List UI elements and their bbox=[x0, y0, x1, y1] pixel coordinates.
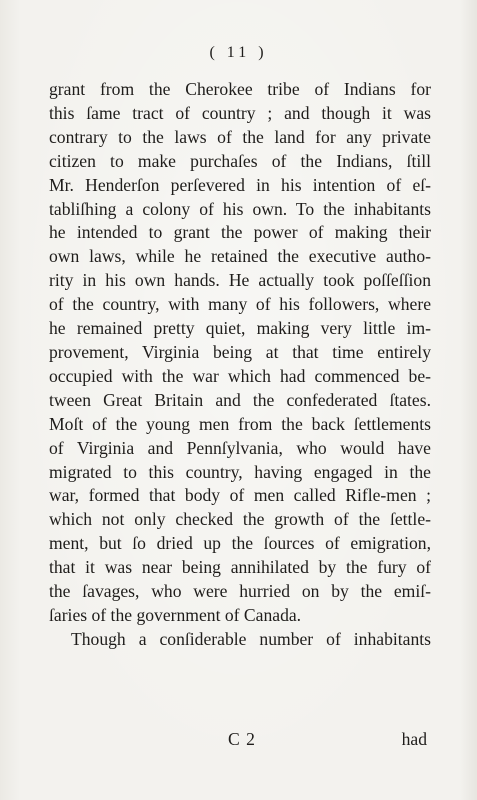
page-number-header: ( 11 ) bbox=[209, 44, 268, 61]
text-line: tween Great Britain and the confederated ſtates. bbox=[49, 389, 431, 410]
text-line: war, formed that body of men called Rifle-men ; bbox=[49, 485, 431, 506]
text-line: Moſt of the young men from the back ſettlements bbox=[49, 413, 431, 434]
text-line: contrary to the laws of the land for any private bbox=[49, 126, 431, 147]
text-line: Mr. Henderſon perſevered in his intention of eſ- bbox=[49, 174, 431, 195]
text-line: tabliſhing a colony of his own. To the inhabitants bbox=[49, 198, 431, 219]
paragraph-opening-line: Though a conſiderable number of inhabitants bbox=[71, 628, 431, 649]
text-line: own laws, while he retained the executive autho- bbox=[49, 246, 431, 267]
text-line: rity in his own hands. He actually took poſſeſſion bbox=[49, 270, 431, 291]
text-line: he remained pretty quiet, making very little im- bbox=[49, 318, 431, 339]
catchword: had bbox=[401, 729, 427, 749]
text-line: that it was near being annihilated by the fury of bbox=[49, 557, 431, 578]
text-line: this ſame tract of country ; and though it was bbox=[49, 102, 431, 123]
text-line: he intended to grant the power of making their bbox=[49, 222, 431, 243]
text-line: of the country, with many of his followers, where bbox=[49, 294, 431, 315]
text-line: provement, Virginia being at that time entirely bbox=[49, 341, 431, 362]
page-footer bbox=[0, 729, 477, 755]
text-line: migrated to this country, having engaged in the bbox=[49, 461, 431, 482]
text-line: grant from the Cherokee tribe of Indians for bbox=[49, 79, 431, 99]
signature-mark: C 2 bbox=[228, 729, 256, 749]
text-line: ment, but ſo dried up the ſources of emigration, bbox=[49, 533, 431, 554]
text-line: ſaries of the government of Canada. bbox=[49, 604, 302, 625]
text-line: which not only checked the growth of the ſettle- bbox=[49, 509, 431, 530]
text-line: citizen to make purchaſes of the Indians, ſtill bbox=[49, 150, 431, 171]
body-text bbox=[49, 78, 431, 652]
text-line: the ſavages, who were hurried on by the emiſ- bbox=[49, 581, 431, 602]
text-line: of Virginia and Pennſylvania, who would have bbox=[49, 437, 431, 458]
text-line: occupied with the war which had commenced be- bbox=[49, 365, 431, 386]
